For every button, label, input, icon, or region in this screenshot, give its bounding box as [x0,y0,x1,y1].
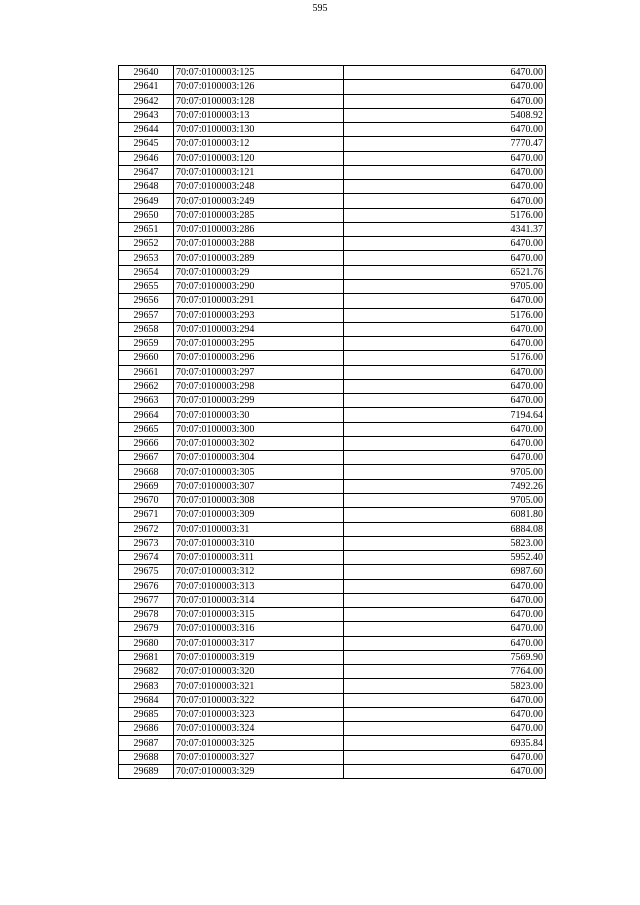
table-row [119,451,546,465]
cadastral-number-cell: 70:07:0100003:307 [174,479,344,493]
cadastral-number-cell: 70:07:0100003:297 [174,365,344,379]
row-number-cell: 29643 [119,108,174,122]
table-row [119,165,546,179]
table-row [119,551,546,565]
cadastral-number-cell: 70:07:0100003:121 [174,165,344,179]
row-number-cell: 29685 [119,707,174,721]
cadastral-number-cell: 70:07:0100003:321 [174,679,344,693]
cadastral-number-cell: 70:07:0100003:317 [174,636,344,650]
value-cell: 6470.00 [344,436,546,450]
value-cell: 5176.00 [344,308,546,322]
value-cell: 6470.00 [344,451,546,465]
row-number-cell: 29679 [119,622,174,636]
value-cell: 6470.00 [344,365,546,379]
value-cell: 6470.00 [344,422,546,436]
value-cell: 6470.00 [344,123,546,137]
table-row [119,137,546,151]
table-row [119,294,546,308]
row-number-cell: 29678 [119,608,174,622]
value-cell: 6470.00 [344,66,546,80]
table-row [119,379,546,393]
table-row [119,736,546,750]
row-number-cell: 29668 [119,465,174,479]
cadastral-number-cell: 70:07:0100003:31 [174,522,344,536]
value-cell: 6884.08 [344,522,546,536]
table-row [119,508,546,522]
table-row [119,479,546,493]
cadastral-number-cell: 70:07:0100003:329 [174,765,344,779]
cadastral-number-cell: 70:07:0100003:291 [174,294,344,308]
table-row [119,151,546,165]
value-cell: 5408.92 [344,108,546,122]
value-cell: 5823.00 [344,536,546,550]
cadastral-number-cell: 70:07:0100003:295 [174,337,344,351]
value-cell: 6470.00 [344,394,546,408]
cadastral-number-cell: 70:07:0100003:249 [174,194,344,208]
table-row [119,308,546,322]
table-row [119,123,546,137]
value-cell: 6470.00 [344,722,546,736]
row-number-cell: 29651 [119,222,174,236]
row-number-cell: 29648 [119,180,174,194]
cadastral-number-cell: 70:07:0100003:313 [174,579,344,593]
cadastral-number-cell: 70:07:0100003:285 [174,208,344,222]
value-cell: 6470.00 [344,337,546,351]
table-row [119,436,546,450]
value-cell: 5823.00 [344,679,546,693]
cadastral-number-cell: 70:07:0100003:319 [174,650,344,664]
row-number-cell: 29672 [119,522,174,536]
value-cell: 6521.76 [344,265,546,279]
cadastral-number-cell: 70:07:0100003:314 [174,593,344,607]
table-row [119,493,546,507]
table-row [119,622,546,636]
row-number-cell: 29641 [119,80,174,94]
cadastral-number-cell: 70:07:0100003:327 [174,750,344,764]
table-row [119,208,546,222]
cadastral-number-cell: 70:07:0100003:128 [174,94,344,108]
row-number-cell: 29649 [119,194,174,208]
value-cell: 6470.00 [344,707,546,721]
row-number-cell: 29670 [119,493,174,507]
table-row [119,251,546,265]
row-number-cell: 29644 [119,123,174,137]
table-row [119,522,546,536]
value-cell: 6470.00 [344,294,546,308]
row-number-cell: 29673 [119,536,174,550]
cadastral-number-cell: 70:07:0100003:310 [174,536,344,550]
table-row [119,279,546,293]
table-row [119,665,546,679]
value-cell: 9705.00 [344,279,546,293]
value-cell: 6470.00 [344,151,546,165]
row-number-cell: 29683 [119,679,174,693]
cadastral-number-cell: 70:07:0100003:320 [174,665,344,679]
cadastral-number-cell: 70:07:0100003:322 [174,693,344,707]
table-row [119,222,546,236]
cadastral-number-cell: 70:07:0100003:125 [174,66,344,80]
table-row [119,365,546,379]
row-number-cell: 29684 [119,693,174,707]
row-number-cell: 29664 [119,408,174,422]
cadastral-number-cell: 70:07:0100003:248 [174,180,344,194]
row-number-cell: 29650 [119,208,174,222]
row-number-cell: 29658 [119,322,174,336]
value-cell: 7569.90 [344,650,546,664]
row-number-cell: 29655 [119,279,174,293]
table-row [119,108,546,122]
value-cell: 4341.37 [344,222,546,236]
table-row [119,650,546,664]
cadastral-number-cell: 70:07:0100003:300 [174,422,344,436]
cadastral-number-cell: 70:07:0100003:315 [174,608,344,622]
row-number-cell: 29687 [119,736,174,750]
row-number-cell: 29666 [119,436,174,450]
table-row [119,194,546,208]
cadastral-number-cell: 70:07:0100003:325 [174,736,344,750]
value-cell: 6470.00 [344,165,546,179]
table-row [119,593,546,607]
cadastral-number-cell: 70:07:0100003:305 [174,465,344,479]
value-cell: 6470.00 [344,322,546,336]
cadastral-number-cell: 70:07:0100003:288 [174,237,344,251]
row-number-cell: 29686 [119,722,174,736]
cadastral-number-cell: 70:07:0100003:323 [174,707,344,721]
table-row [119,693,546,707]
table-row [119,351,546,365]
value-cell: 6470.00 [344,622,546,636]
value-cell: 6470.00 [344,636,546,650]
page-number: 595 [312,3,328,14]
table-row [119,565,546,579]
table-row [119,707,546,721]
row-number-cell: 29688 [119,750,174,764]
row-number-cell: 29647 [119,165,174,179]
data-table [118,65,546,779]
row-number-cell: 29640 [119,66,174,80]
value-cell: 6470.00 [344,237,546,251]
cadastral-number-cell: 70:07:0100003:296 [174,351,344,365]
row-number-cell: 29642 [119,94,174,108]
table-row [119,765,546,779]
table-row [119,536,546,550]
value-cell: 6470.00 [344,579,546,593]
cadastral-number-cell: 70:07:0100003:13 [174,108,344,122]
row-number-cell: 29652 [119,237,174,251]
row-number-cell: 29681 [119,650,174,664]
cadastral-number-cell: 70:07:0100003:311 [174,551,344,565]
cadastral-number-cell: 70:07:0100003:12 [174,137,344,151]
row-number-cell: 29665 [119,422,174,436]
row-number-cell: 29671 [119,508,174,522]
table-row [119,722,546,736]
cadastral-number-cell: 70:07:0100003:309 [174,508,344,522]
row-number-cell: 29654 [119,265,174,279]
row-number-cell: 29689 [119,765,174,779]
row-number-cell: 29663 [119,394,174,408]
table-row [119,265,546,279]
cadastral-number-cell: 70:07:0100003:29 [174,265,344,279]
row-number-cell: 29662 [119,379,174,393]
cadastral-number-cell: 70:07:0100003:294 [174,322,344,336]
value-cell: 6470.00 [344,750,546,764]
cadastral-number-cell: 70:07:0100003:316 [174,622,344,636]
value-cell: 6470.00 [344,593,546,607]
row-number-cell: 29669 [119,479,174,493]
value-cell: 6470.00 [344,379,546,393]
value-cell: 6470.00 [344,194,546,208]
table-row [119,394,546,408]
row-number-cell: 29676 [119,579,174,593]
table-row [119,465,546,479]
table-row [119,180,546,194]
row-number-cell: 29680 [119,636,174,650]
value-cell: 6470.00 [344,94,546,108]
value-cell: 6470.00 [344,765,546,779]
cadastral-number-cell: 70:07:0100003:130 [174,123,344,137]
row-number-cell: 29661 [119,365,174,379]
value-cell: 9705.00 [344,493,546,507]
row-number-cell: 29646 [119,151,174,165]
cadastral-number-cell: 70:07:0100003:30 [174,408,344,422]
table-row [119,322,546,336]
cadastral-number-cell: 70:07:0100003:308 [174,493,344,507]
cadastral-number-cell: 70:07:0100003:289 [174,251,344,265]
cadastral-number-cell: 70:07:0100003:304 [174,451,344,465]
cadastral-number-cell: 70:07:0100003:290 [174,279,344,293]
value-cell: 7194.64 [344,408,546,422]
table-row [119,636,546,650]
table-row [119,80,546,94]
value-cell: 6987.60 [344,565,546,579]
row-number-cell: 29660 [119,351,174,365]
row-number-cell: 29645 [119,137,174,151]
row-number-cell: 29675 [119,565,174,579]
value-cell: 6470.00 [344,608,546,622]
row-number-cell: 29656 [119,294,174,308]
table-row [119,408,546,422]
table-body [119,66,546,779]
row-number-cell: 29674 [119,551,174,565]
table-row [119,422,546,436]
value-cell: 6081.80 [344,508,546,522]
value-cell: 6470.00 [344,80,546,94]
table-row [119,679,546,693]
cadastral-number-cell: 70:07:0100003:126 [174,80,344,94]
value-cell: 6935.84 [344,736,546,750]
value-cell: 5176.00 [344,351,546,365]
table-row [119,66,546,80]
table-row [119,579,546,593]
cadastral-number-cell: 70:07:0100003:299 [174,394,344,408]
cadastral-number-cell: 70:07:0100003:120 [174,151,344,165]
row-number-cell: 29653 [119,251,174,265]
value-cell: 7764.00 [344,665,546,679]
value-cell: 9705.00 [344,465,546,479]
value-cell: 5176.00 [344,208,546,222]
table-row [119,608,546,622]
row-number-cell: 29667 [119,451,174,465]
cadastral-number-cell: 70:07:0100003:286 [174,222,344,236]
row-number-cell: 29677 [119,593,174,607]
cadastral-number-cell: 70:07:0100003:324 [174,722,344,736]
table-row [119,750,546,764]
value-cell: 7492.26 [344,479,546,493]
value-cell: 6470.00 [344,693,546,707]
table-row [119,337,546,351]
value-cell: 5952.40 [344,551,546,565]
value-cell: 6470.00 [344,180,546,194]
table-row [119,94,546,108]
row-number-cell: 29659 [119,337,174,351]
cadastral-number-cell: 70:07:0100003:293 [174,308,344,322]
cadastral-number-cell: 70:07:0100003:302 [174,436,344,450]
row-number-cell: 29682 [119,665,174,679]
value-cell: 7770.47 [344,137,546,151]
row-number-cell: 29657 [119,308,174,322]
cadastral-number-cell: 70:07:0100003:312 [174,565,344,579]
value-cell: 6470.00 [344,251,546,265]
table-row [119,237,546,251]
cadastral-number-cell: 70:07:0100003:298 [174,379,344,393]
